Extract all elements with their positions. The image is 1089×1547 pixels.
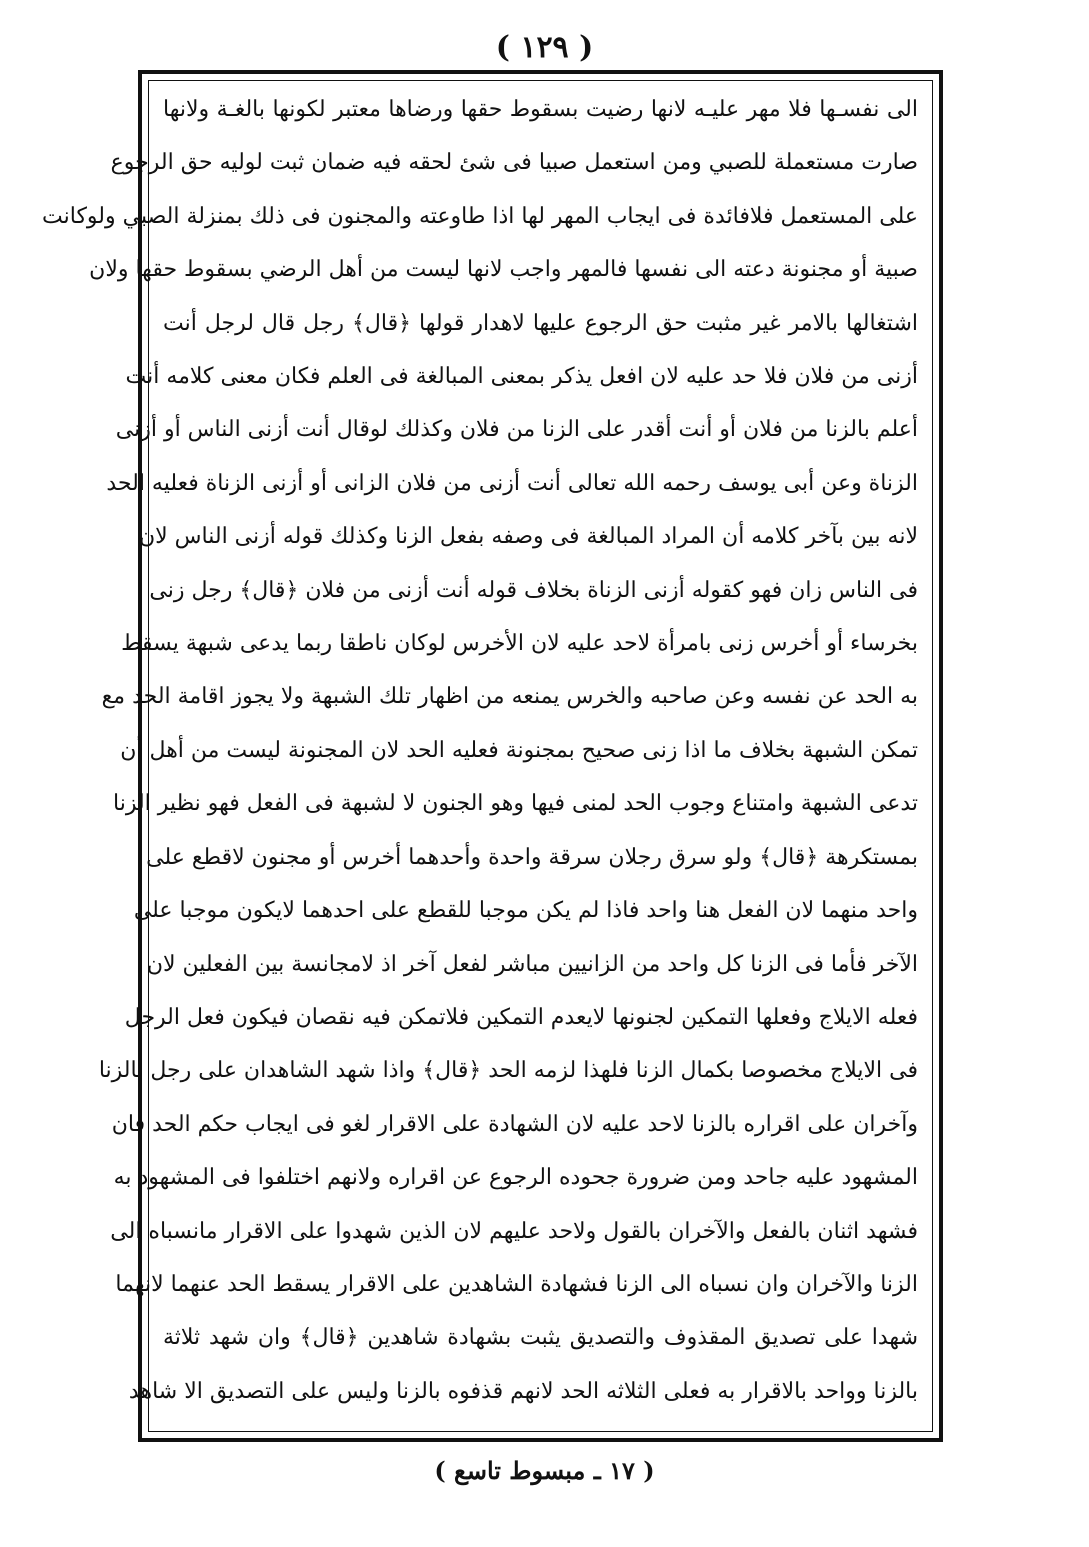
text-line: الآخر فأما فى الزنا كل واحد من الزانيين مباشر لفعل آخر اذ لامجانسة بين الفعلين لان <box>146 951 918 977</box>
text-line: وآخران على اقراره بالزنا لاحد عليه لان الشهادة على الاقرار لغو فى ايجاب حكم الحد فان <box>111 1111 918 1137</box>
text-line: تدعى الشبهة وامتناع وجوب الحد لمنى فيها وهو الجنون لا لشبهة فى الفعل فهو نظير الزنا <box>113 791 918 817</box>
text-line: اشتغالها بالامر غير مثبت حق الرجوع عليها لاهدار قولها ﴿قال﴾ رجل قال لرجل أنت <box>163 310 918 336</box>
text-line: صارت مستعملة للصبي ومن استعمل صبيا فى شئ لحقه فيه ضمان ثبت لوليه حق الرجوع <box>110 150 918 176</box>
text-line: أزنى من فلان فلا حد عليه لان افعل يذكر بمعنى المبالغة فى العلم فكان معنى كلامه أنت <box>125 364 918 390</box>
page-frame <box>42 70 943 1442</box>
text-line: فعله الايلاج وفعلها التمكين لجنونها لايعدم التمكين فلاتمكن فيه نقصان فيكون فعل الرجل <box>124 1004 918 1030</box>
text-line: لانه بين بآخر كلامه أن المراد المبالغة فى وصفه بفعل الزنا وكذلك قوله أزنى الناس لان <box>138 524 918 550</box>
text-line: بالزنا وواحد بالاقرار به فعلى الثلاثه الحد لانهم قذفوه بالزنا وليس على التصديق الا شاهد <box>128 1378 918 1404</box>
text-line: فى الايلاج مخصوصا بكمال الزنا فلهذا لزمه الحد ﴿قال﴾ واذا شهد الشاهدان على رجل بالزنا <box>98 1058 918 1084</box>
text-line: واحد منهما لان الفعل هنا واحد فاذا لم يكن موجبا للقطع على احدهما لايكون موجبا على <box>133 898 918 924</box>
text-line: تمكن الشبهة بخلاف ما اذا زنى صحيح بمجنونة فعليه الحد لان المجنونة ليست من أهل أن <box>120 737 918 763</box>
page-number: ( ١٢٩ ) <box>495 30 594 65</box>
text-line: الزنا والآخران وان نسباه الى الزنا فشهادة الشاهدين على الاقرار يسقط الحد عنهما لانهما <box>115 1271 918 1297</box>
text-line: بخرساء أو أخرس زنى بامرأة لاحد عليه لان الأخرس لوكان ناطقا ربما يدعى شبهة يسقط <box>121 631 918 657</box>
main-text <box>42 95 918 1417</box>
text-line: به الحد عن نفسه وعن صاحبه والخرس يمنعه من اظهار تلك الشبهة ولا يجوز اقامة الحد مع <box>101 684 918 710</box>
text-line: فشهد اثنان بالفعل والآخران بالقول ولاحد عليهم لان الذين شهدوا على الاقرار مانسباه الى <box>110 1218 918 1244</box>
text-line: شهدا على تصديق المقذوف والتصديق يثبت بشهادة شاهدين ﴿قال﴾ وان شهد ثلاثة <box>163 1325 918 1351</box>
text-line: الزناة وعن أبى يوسف رحمه الله تعالى أنت أزنى من فلان الزانى أو أزنى الزناة فعليه الحد <box>106 470 918 496</box>
text-line: الى نفسـها فلا مهر عليـه لانها رضيت بسقوط حقها ورضاها معتبر لكونها بالغـة ولانها <box>163 97 918 122</box>
page-frame-inner <box>42 80 933 1432</box>
text-line: على المستعمل فلافائدة فى ايجاب المهر لها اذا طاوعته والمجنون فى ذلك بمنزلة الصبي ولوكانت <box>42 203 918 229</box>
text-line: أعلم بالزنا من فلان أو أنت أقدر على الزنا من فلان وكذلك لوقال أنت أزنى الناس أو أزنى <box>115 417 918 443</box>
text-line: صبية أو مجنونة دعته الى نفسها فالمهر واجب لانها ليست من أهل الرضي بسقوط حقها ولان <box>89 257 918 283</box>
text-line: فى الناس زان فهو كقوله أزنى الزناة بخلاف قوله أنت أزنى من فلان ﴿قال﴾ رجل زنى <box>149 577 918 603</box>
text-line: المشهود عليه جاحد ومن ضرورة جحوده الرجوع عن اقراره ولانهم اختلفوا فى المشهود به <box>113 1165 918 1191</box>
footer-signature: ( ١٧ ـ مبسوط تاسع ) <box>434 1456 655 1485</box>
text-line: بمستكرهة ﴿قال﴾ ولو سرق رجلان سرقة واحدة وأحدهما أخرس أو مجنون لاقطع على <box>146 844 918 870</box>
